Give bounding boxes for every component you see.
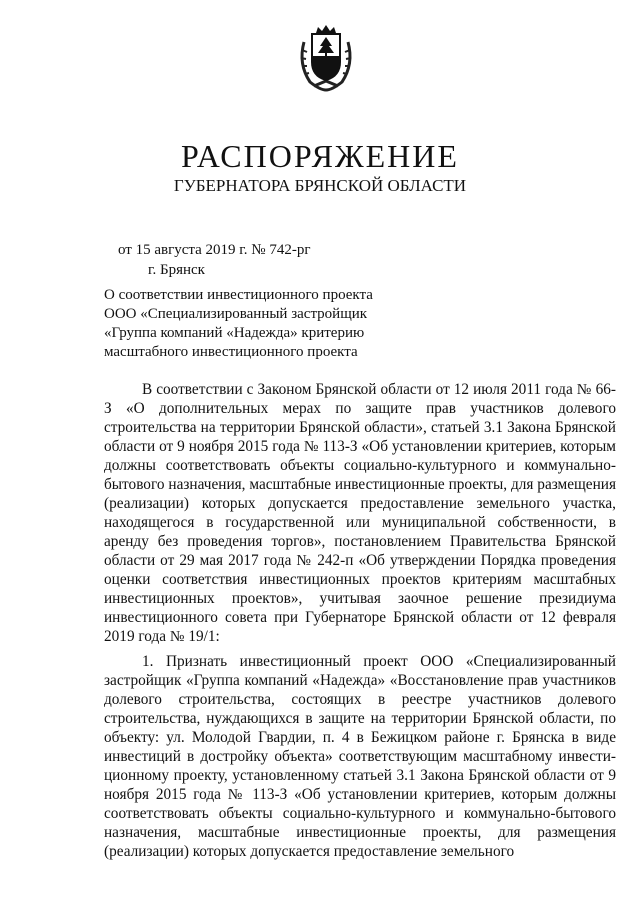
coat-of-arms-emblem <box>296 24 356 94</box>
document-meta <box>118 240 310 280</box>
subject-line: ООО «Специализированный застройщик <box>104 306 368 322</box>
subject-line: О соответствии инвестиционного проекта <box>104 287 373 303</box>
document-subject <box>104 286 404 362</box>
document-title: РАСПОРЯЖЕНИЕ <box>181 138 459 174</box>
document-body <box>104 380 616 861</box>
item-1-paragraph: 1. Признать инвестиционный проект ООО «Специализированный застройщик «Группа компаний «Надежда» «Восстановление прав участников долевого строительства, состоящих в реестре участников долевого строительства, нуждающихся в защите на территории Брянской области, по объекту: ул. Молодой Гвардии, п. 4 в Бежицком районе г. Брянска в виде инвестиций в достройку объекта» соответствующим масштабному инвестиционному проекту, установленному статьей 3.1 Закона Брянской области от 9 ноября 2015 года № 113-З «Об установлении критериев, которым должны соответствовать объекты социально-культурного и коммунально-бытового назначения, масштабные инвестиционные проекты, для размещения (реализации) которых допускается предоставление земельного <box>104 653 616 860</box>
subject-line: масштабного инвестиционного проекта <box>104 344 358 360</box>
city-line: г. Брянск <box>148 262 205 278</box>
preamble-paragraph: В соответствии с Законом Брянской области от 12 июля 2011 года № 66-З «О дополнительных мерах по защите прав участников долевого строительства на территории Брянской области», статьей 3.1 Закона Брянской области от 9 ноября 2015 года № 113-З «Об установлении критериев, которым должны соответствовать объекты социально-культурного и коммунально-бытового назначения, масштабные инвестиционные проекты, для размещения (реализации) которых допускается предоставление земельного участка, находящегося в государственной или муниципальной собственности, в аренду без проведения торгов», постановлением Правительства Брянской области от 29 мая 2017 года № 242-п «Об утверждении Порядка проведения оценки соответствия инвестиционных проектов критериям масштабных инвестиционных проектов», учитывая заочное решение президиума инвестиционного совета при Губернаторе Брянской области от 12 февраля 2019 года № 19/1: <box>104 381 616 645</box>
document-subtitle: ГУБЕРНАТОРА БРЯНСКОЙ ОБЛАСТИ <box>173 176 467 195</box>
date-number-line: от 15 августа 2019 г. № 742-рг <box>118 242 311 258</box>
subject-line: «Группа компаний «Надежда» критерию <box>104 325 365 341</box>
